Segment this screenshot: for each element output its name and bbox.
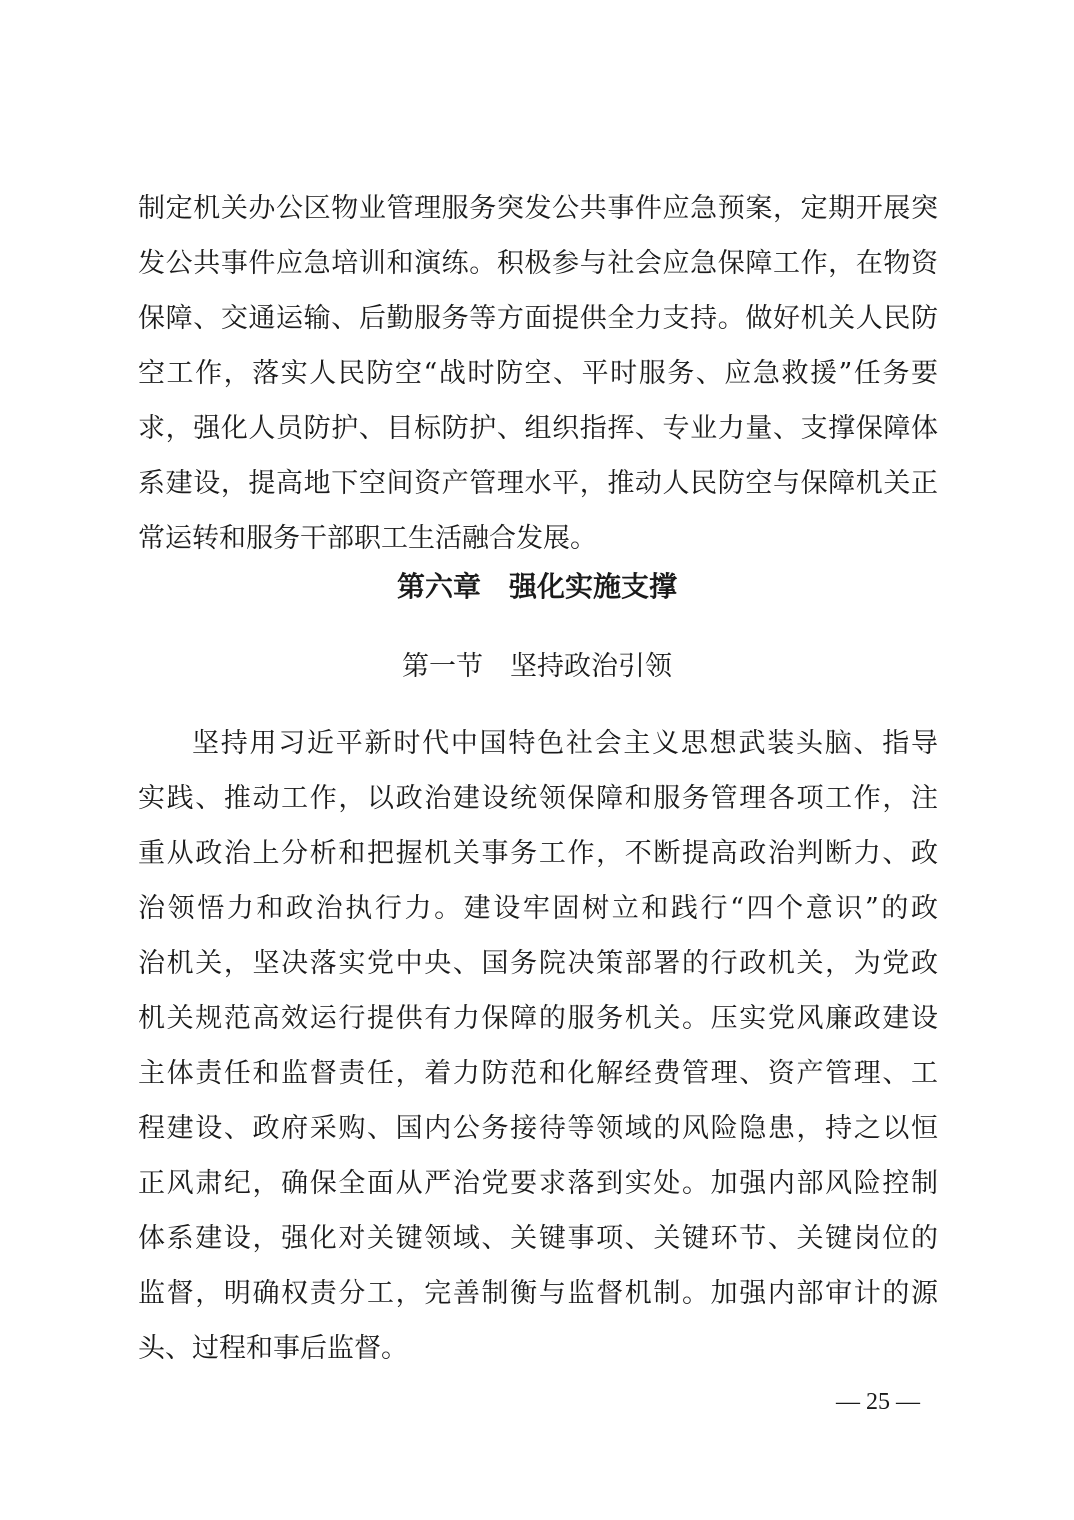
paragraph-line: 程建设、政府采购、国内公务接待等领域的风险隐患，持之以恒 — [138, 1113, 938, 1144]
paragraph-line: 体系建设，强化对关键领域、关键事项、关键环节、关键岗位的 — [138, 1223, 938, 1254]
paragraph-political-leadership — [138, 716, 938, 1376]
paragraph-line: 治领悟力和政治执行力。建设牢固树立和践行“四个意识”的政 — [138, 893, 938, 924]
paragraph-line: 重从政治上分析和把握机关事务工作，不断提高政治判断力、政 — [138, 838, 938, 869]
paragraph-line: 坚持用习近平新时代中国特色社会主义思想武装头脑、指导 — [192, 728, 938, 759]
paragraph-line: 空工作，落实人民防空“战时防空、平时服务、应急救援”任务要 — [138, 358, 938, 389]
paragraph-line: 发公共事件应急培训和演练。积极参与社会应急保障工作，在物资 — [138, 248, 938, 279]
paragraph-line: 实践、推动工作，以政治建设统领保障和服务管理各项工作，注 — [138, 783, 938, 814]
paragraph-line: 机关规范高效运行提供有力保障的服务机关。压实党风廉政建设 — [138, 1003, 938, 1034]
paragraph-line: 常运转和服务干部职工生活融合发展。 — [138, 523, 597, 554]
paragraph-line: 求，强化人员防护、目标防护、组织指挥、专业力量、支撑保障体 — [138, 413, 938, 444]
paragraph-emergency-support — [138, 181, 938, 566]
chapter-heading: 第六章 强化实施支撑 — [396, 570, 677, 603]
paragraph-line: 正风肃纪，确保全面从严治党要求落到实处。加强内部风险控制 — [138, 1168, 938, 1199]
paragraph-line: 治机关，坚决落实党中央、国务院决策部署的行政机关，为党政 — [138, 948, 938, 979]
paragraph-line: 保障、交通运输、后勤服务等方面提供全力支持。做好机关人民防 — [138, 303, 938, 334]
paragraph-line: 制定机关办公区物业管理服务突发公共事件应急预案，定期开展突 — [138, 193, 938, 224]
paragraph-line: 头、过程和事后监督。 — [138, 1333, 408, 1364]
paragraph-line: 监督，明确权责分工，完善制衡与监督机制。加强内部审计的源 — [138, 1278, 938, 1309]
page-number: — 25 — — [836, 1389, 920, 1415]
paragraph-line: 主体责任和监督责任，着力防范和化解经费管理、资产管理、工 — [138, 1058, 938, 1089]
paragraph-line: 系建设，提高地下空间资产管理水平，推动人民防空与保障机关正 — [138, 468, 938, 499]
section-heading: 第一节 坚持政治引领 — [402, 651, 672, 682]
